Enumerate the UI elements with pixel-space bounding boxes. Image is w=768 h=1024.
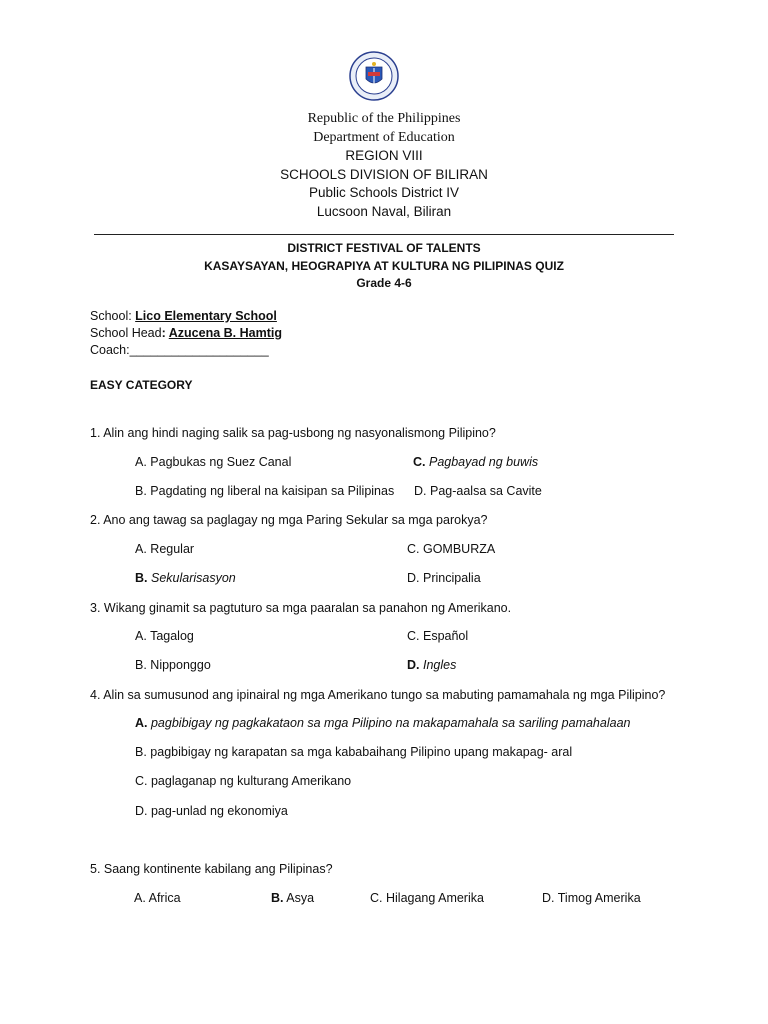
school-head-value: Azucena B. Hamtig <box>168 326 282 340</box>
q4-option-d: D. pag-unlad ng ekonomiya <box>135 804 288 818</box>
q2-option-a: A. Regular <box>135 542 195 556</box>
quiz-titles <box>0 240 768 293</box>
question-3: 3. Wikang ginamit sa pagtuturo sa mga paaralan sa panahon ng Amerikano. <box>90 601 512 615</box>
q1-option-b: B. Pagdating ng liberal na kaisipan sa Pilipinas <box>135 484 395 498</box>
q4-option-a: A. pagbibigay ng pagkakataon sa mga Pilipino na makapamahala sa sariling pamahalaan <box>135 716 631 730</box>
header-division: SCHOOLS DIVISION OF BILIRAN <box>280 166 488 182</box>
header-divider <box>94 234 674 235</box>
question-1: 1. Alin ang hindi naging salik sa pag-usbong ng nasyonalismong Pilipino? <box>90 426 496 440</box>
question-5: 5. Saang kontinente kabilang ang Pilipinas? <box>90 862 333 876</box>
q4-option-c: C. paglaganap ng kulturang Amerikano <box>135 774 352 788</box>
title-festival: DISTRICT FESTIVAL OF TALENTS <box>287 241 481 255</box>
deped-seal-icon <box>349 51 399 101</box>
q2-option-c: C. GOMBURZA <box>407 542 496 556</box>
q5-option-a: A. Africa <box>134 891 181 905</box>
school-label: School: <box>90 309 136 323</box>
coach-row <box>90 342 282 359</box>
q3-option-d: D. Ingles <box>407 658 457 672</box>
q3-option-c: C. Español <box>407 629 469 643</box>
header-district: Public Schools District IV <box>308 185 460 200</box>
header-region: REGION VIII <box>345 148 423 163</box>
category-heading: EASY CATEGORY <box>90 378 193 392</box>
header-republic: Republic of the Philippines <box>307 111 461 126</box>
q4-option-b: B. pagbibigay ng karapatan sa mga kababaihang Pilipino upang makapag- aral <box>135 745 573 759</box>
school-head-label: School Head <box>90 326 162 340</box>
q5-option-b: B. Asya <box>271 891 315 905</box>
school-value: Lico Elementary School <box>135 309 277 323</box>
header-location: Lucsoon Naval, Biliran <box>316 203 452 219</box>
q2-option-d: D. Principalia <box>407 571 481 585</box>
title-quiz: KASAYSAYAN, HEOGRAPIYA AT KULTURA NG PILIPINAS QUIZ <box>204 258 564 273</box>
school-row <box>90 308 282 325</box>
q2-option-b: B. Sekularisasyon <box>135 571 236 585</box>
question-2: 2. Ano ang tawag sa paglagay ng mga Paring Sekular sa mga parokya? <box>90 513 488 527</box>
q3-option-a: A. Tagalog <box>135 629 194 643</box>
q1-option-d: D. Pag-aalsa sa Cavite <box>414 484 542 498</box>
q3-option-b: B. Nipponggo <box>135 658 211 672</box>
school-head-row <box>90 325 282 342</box>
q1-option-c: C. Pagbayad ng buwis <box>413 455 539 469</box>
q1-option-a: A. Pagbukas ng Suez Canal <box>135 455 292 469</box>
coach-blank: ____________________ <box>129 343 269 357</box>
q5-option-c: C. Hilagang Amerika <box>370 891 484 905</box>
q5-option-d: D. Timog Amerika <box>542 891 641 905</box>
school-head-colon: : <box>161 326 169 340</box>
title-grade: Grade 4-6 <box>356 276 412 290</box>
letterhead <box>0 110 768 221</box>
header-department: Department of Education <box>313 129 455 145</box>
school-info <box>90 308 282 359</box>
question-4: 4. Alin sa sumusunod ang ipinairal ng mga Amerikano tungo sa mabuting pamamahala ng mga Pilipino? <box>90 688 666 702</box>
coach-label: Coach: <box>90 343 130 357</box>
